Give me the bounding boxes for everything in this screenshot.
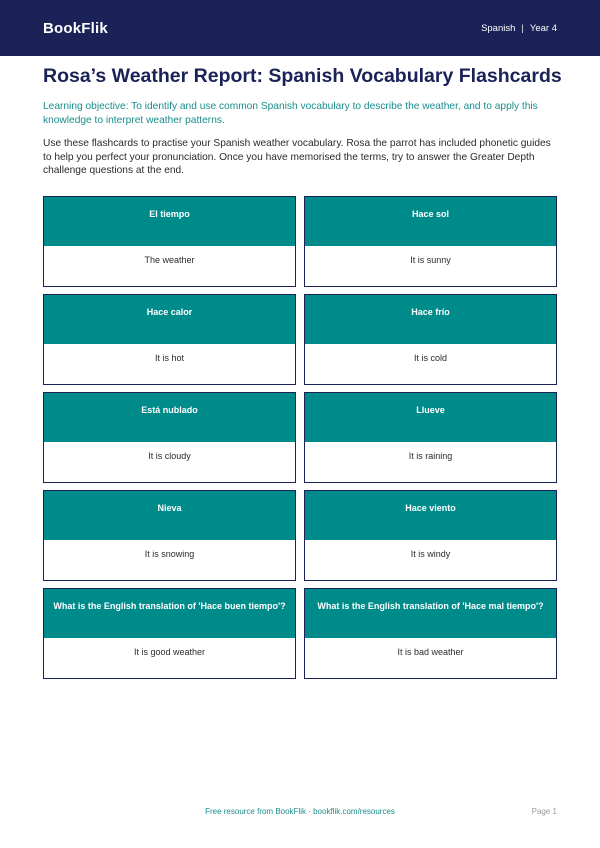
- flashcard-back: It is cold: [305, 344, 556, 384]
- flashcard[interactable]: [304, 196, 557, 287]
- flashcard-back: It is snowing: [44, 540, 295, 580]
- flashcard[interactable]: [43, 196, 296, 287]
- header-meta: [481, 23, 557, 34]
- flashcard-back: It is hot: [44, 344, 295, 384]
- flashcard-front: Hace calor: [44, 295, 295, 344]
- flashcard-front: What is the English translation of 'Hace mal tiempo'?: [305, 589, 556, 638]
- flashcard[interactable]: [304, 294, 557, 385]
- flashcard-front: Hace frío: [305, 295, 556, 344]
- page-title: Rosa’s Weather Report: Spanish Vocabulary Flashcards: [43, 65, 562, 87]
- flashcard-front: Está nublado: [44, 393, 295, 442]
- year-label: Year 4: [529, 22, 557, 34]
- flashcard-front: Llueve: [305, 393, 556, 442]
- flashcard-front: What is the English translation of 'Hace buen tiempo'?: [44, 589, 295, 638]
- flashcard-front: Hace viento: [305, 491, 556, 540]
- flashcard-back: It is bad weather: [305, 638, 556, 678]
- flashcard-back: It is raining: [305, 442, 556, 482]
- challenge-flashcard[interactable]: [304, 588, 557, 679]
- site-header: [0, 0, 600, 56]
- page-number: Page 1: [531, 807, 557, 816]
- flashcard-back: The weather: [44, 246, 295, 286]
- flashcard[interactable]: [43, 294, 296, 385]
- meta-separator: |: [521, 22, 524, 34]
- learning-objective: Learning objective: To identify and use common Spanish vocabulary to describe the weather, and to apply this knowledge to interpret weather patterns.: [43, 101, 538, 126]
- flashcard-front: Nieva: [44, 491, 295, 540]
- flashcard[interactable]: [304, 392, 557, 483]
- flashcard-back: It is sunny: [305, 246, 556, 286]
- flashcard-back: It is cloudy: [44, 442, 295, 482]
- flashcard-back: It is windy: [305, 540, 556, 580]
- intro-paragraph: Use these flashcards to practise your Spanish weather vocabulary. Rosa the parrot has included phonetic guides to help you perfect your pronunciation. Once you have memorised the terms, try to answer the Greater Depth challenge questions at the end.: [43, 138, 551, 176]
- flashcard[interactable]: [43, 490, 296, 581]
- flashcard-back: It is good weather: [44, 638, 295, 678]
- flashcard-front: Hace sol: [305, 197, 556, 246]
- flashcard-grid: [43, 196, 557, 679]
- flashcard[interactable]: [43, 392, 296, 483]
- subject-label: Spanish: [481, 22, 516, 34]
- footer-resource-link[interactable]: Free resource from BookFlik · bookflik.com/resources: [205, 807, 395, 816]
- flashcard[interactable]: [304, 490, 557, 581]
- brand-logo[interactable]: BookFlik: [43, 19, 108, 37]
- challenge-flashcard[interactable]: [43, 588, 296, 679]
- flashcard-front: El tiempo: [44, 197, 295, 246]
